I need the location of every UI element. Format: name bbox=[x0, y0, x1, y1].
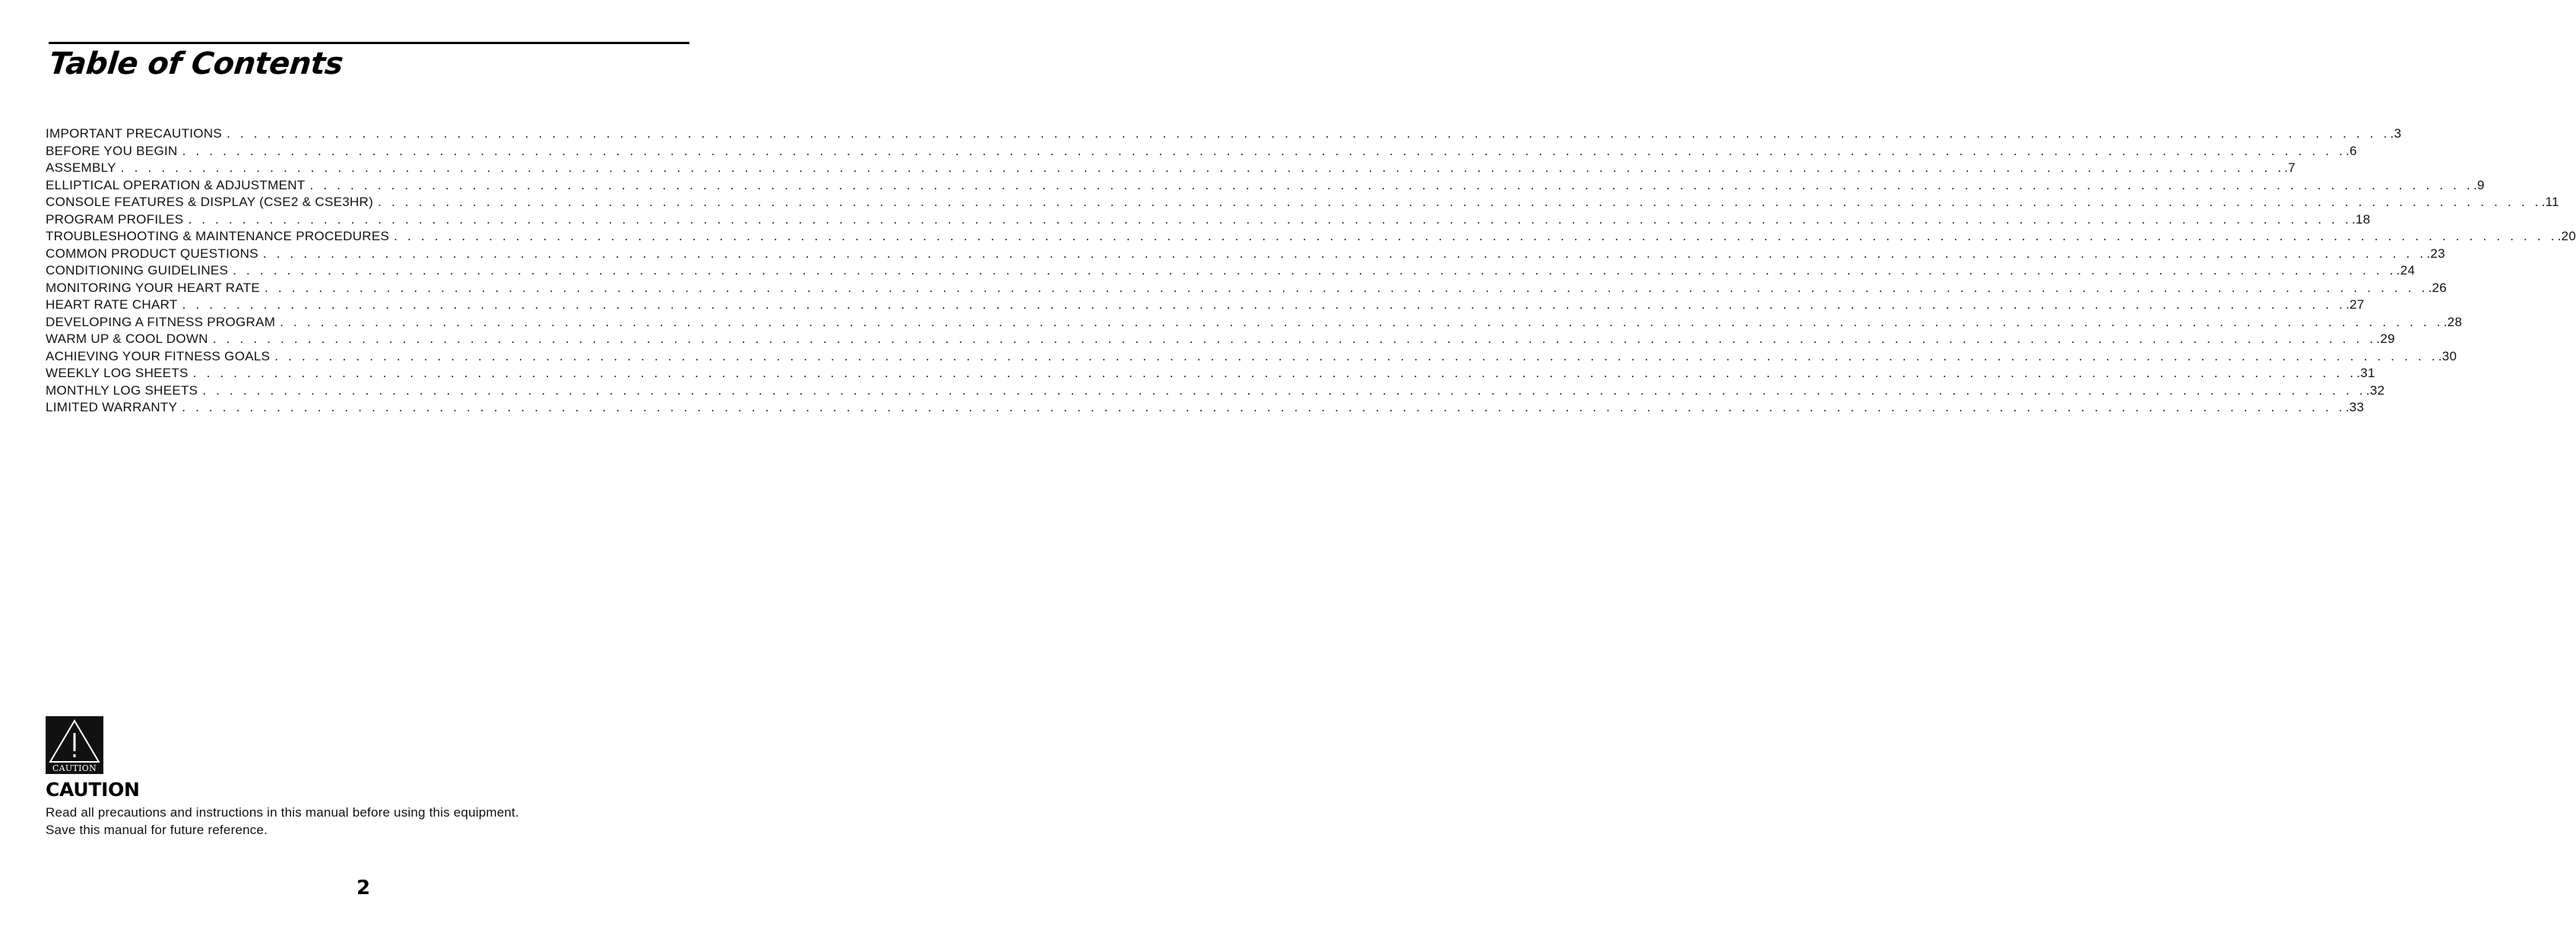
toc-entry-page: .32 bbox=[2365, 382, 2385, 398]
toc-entry-page: .11 bbox=[2541, 195, 2559, 209]
toc-entry-label: ASSEMBLY bbox=[46, 160, 116, 175]
toc-entry-label: MONTHLY LOG SHEETS bbox=[46, 382, 198, 398]
toc-entry-page: .7 bbox=[2284, 160, 2296, 175]
toc-entry bbox=[46, 262, 2416, 280]
toc-entry bbox=[46, 331, 2395, 348]
toc-dot-leader: . . . . . . . . . . . . . . . . . . . . . . . . . . . . . . . . . . . . . . . . . . . . . . . . . . . . . . . . . . . . . . . . . . . . . . . . . . . . . . . . . . . . . . . . . . . . . . . . . . . . . . . . . . . . . . . . . . . . . . . . . . . . . . . . . . . . . . . . . . . . . . . . . . . . . . . . . . . . . . . . bbox=[212, 332, 2377, 346]
toc-entry-page: .23 bbox=[2426, 246, 2445, 261]
toc-entry-page: .6 bbox=[2346, 143, 2357, 158]
caution-line: Save this manual for future reference. bbox=[46, 822, 268, 837]
toc-entry-label: CONSOLE FEATURES & DISPLAY (CSE2 & CSE3HR) bbox=[46, 195, 374, 209]
toc-dot-leader: . . . . . . . . . . . . . . . . . . . . . . . . . . . . . . . . . . . . . . . . . . . . . . . . . . . . . . . . . . . . . . . . . . . . . . . . . . . . . . . . . . . . . . . . . . . . . . . . . . . . . . . . . . . . . . . . . . . . . . . . . . . . . . . . . . . . . . . . . . . . . . . . . . . . . . . . . . . . . . . . bbox=[265, 280, 2429, 295]
toc-entry-page: .18 bbox=[2351, 211, 2371, 227]
toc-dot-leader: . . . . . . . . . . . . . . . . . . . . . . . . . . . . . . . . . . . . . . . . . . . . . . . . . . . . . . . . . . . . . . . . . . . . . . . . . . . . . . . . . . . . . . . . . . . . . . . . . . . . . . . . . . . . . . . . . . . . . . . . . . . . . . . . . . . . . . . . . . . . . . . . . . . . . . . . . . . . . . . . bbox=[188, 211, 2352, 227]
toc-dot-leader: . . . . . . . . . . . . . . . . . . . . . . . . . . . . . . . . . . . . . . . . . . . . . . . . . . . . . . . . . . . . . . . . . . . . . . . . . . . . . . . . . . . . . . . . . . . . . . . . . . . . . . . . . . . . . . . . . . . . . . . . . . . . . . . . . . . . . . . . . . . . . . . . . . . . . . . . . . . . . . . . bbox=[280, 314, 2444, 329]
toc-entry-page: .30 bbox=[2438, 348, 2457, 363]
caution-text bbox=[46, 804, 519, 839]
toc-entry bbox=[46, 246, 2445, 263]
toc-entry bbox=[46, 314, 2463, 332]
toc-entry-label: CONDITIONING GUIDELINES bbox=[46, 263, 229, 278]
page-title: Table of Contents bbox=[47, 46, 345, 81]
caution-badge bbox=[46, 716, 103, 774]
toc-entry-label: HEART RATE CHART bbox=[46, 297, 178, 312]
toc-entry bbox=[46, 211, 2371, 229]
toc-dot-leader: . . . . . . . . . . . . . . . . . . . . . . . . . . . . . . . . . . . . . . . . . . . . . . . . . . . . . . . . . . . . . . . . . . . . . . . . . . . . . . . . . . . . . . . . . . . . . . . . . . . . . . . . . . . . . . . . . . . . . . . . . . . . . . . . . . . . . . . . . . . . . . . . . . . . . . . . . . . . . . . . bbox=[202, 382, 2366, 398]
toc-dot-leader: . . . . . . . . . . . . . . . . . . . . . . . . . . . . . . . . . . . . . . . . . . . . . . . . . . . . . . . . . . . . . . . . . . . . . . . . . . . . . . . . . . . . . . . . . . . . . . . . . . . . . . . . . . . . . . . . . . . . . . . . . . . . . . . . . . . . . . . . . . . . . . . . . . . . . . . . . . . . . . . . bbox=[394, 229, 2558, 243]
toc-entry-page: .26 bbox=[2428, 280, 2448, 295]
toc-entry-page: .27 bbox=[2346, 297, 2365, 312]
toc-entry-label: TROUBLESHOOTING & MAINTENANCE PROCEDURES bbox=[46, 229, 390, 243]
toc-dot-leader: . . . . . . . . . . . . . . . . . . . . . . . . . . . . . . . . . . . . . . . . . . . . . . . . . . . . . . . . . . . . . . . . . . . . . . . . . . . . . . . . . . . . . . . . . . . . . . . . . . . . . . . . . . . . . . . . . . . . . . . . . . . . . . . . . . . . . . . . . . . . . . . . . . . . . . . . . . . . . . . . bbox=[182, 143, 2346, 158]
toc-entry-label: DEVELOPING A FITNESS PROGRAM bbox=[46, 314, 276, 329]
toc-entry-page: .29 bbox=[2376, 332, 2395, 346]
toc-dot-leader: . . . . . . . . . . . . . . . . . . . . . . . . . . . . . . . . . . . . . . . . . . . . . . . . . . . . . . . . . . . . . . . . . . . . . . . . . . . . . . . . . . . . . . . . . . . . . . . . . . . . . . . . . . . . . . . . . . . . . . . . . . . . . . . . . . . . . . . . . . . . . . . . . . . . . . . . . . . . . . . . bbox=[262, 246, 2427, 261]
toc-entry bbox=[46, 297, 2365, 314]
toc-entry-page: .20 bbox=[2557, 229, 2576, 243]
toc-entry-label: MONITORING YOUR HEART RATE bbox=[46, 280, 261, 295]
caution-line: Read all precautions and instructions in this manual before using this equipment. bbox=[46, 805, 519, 820]
toc-entry-label: ACHIEVING YOUR FITNESS GOALS bbox=[46, 348, 271, 363]
toc-dot-leader: . . . . . . . . . . . . . . . . . . . . . . . . . . . . . . . . . . . . . . . . . . . . . . . . . . . . . . . . . . . . . . . . . . . . . . . . . . . . . . . . . . . . . . . . . . . . . . . . . . . . . . . . . . . . . . . . . . . . . . . . . . . . . . . . . . . . . . . . . . . . . . . . . . . . . . . . . . . . . . . . bbox=[274, 348, 2438, 363]
caution-badge-label: CAUTION bbox=[52, 763, 97, 773]
toc-entry bbox=[46, 382, 2385, 400]
toc-entry-label: COMMON PRODUCT QUESTIONS bbox=[46, 246, 258, 261]
toc-dot-leader: . . . . . . . . . . . . . . . . . . . . . . . . . . . . . . . . . . . . . . . . . . . . . . . . . . . . . . . . . . . . . . . . . . . . . . . . . . . . . . . . . . . . . . . . . . . . . . . . . . . . . . . . . . . . . . . . . . . . . . . . . . . . . . . . . . . . . . . . . . . . . . . . . . . . . . . . . . . . . . . . bbox=[182, 297, 2346, 312]
toc-dot-leader: . . . . . . . . . . . . . . . . . . . . . . . . . . . . . . . . . . . . . . . . . . . . . . . . . . . . . . . . . . . . . . . . . . . . . . . . . . . . . . . . . . . . . . . . . . . . . . . . . . . . . . . . . . . . . . . . . . . . . . . . . . . . . . . . . . . . . . . . . . . . . . . . . . . . . . . . . . . . . . . . bbox=[120, 160, 2285, 175]
toc-entry-label: PROGRAM PROFILES bbox=[46, 211, 184, 227]
toc-entry-label: ELLIPTICAL OPERATION & ADJUSTMENT bbox=[46, 177, 306, 192]
toc-entry bbox=[46, 365, 2375, 382]
toc-entry-label: WEEKLY LOG SHEETS bbox=[46, 366, 189, 380]
toc-entry bbox=[46, 348, 2457, 366]
toc-entry-page: .31 bbox=[2356, 366, 2375, 380]
toc-dot-leader: . . . . . . . . . . . . . . . . . . . . . . . . . . . . . . . . . . . . . . . . . . . . . . . . . . . . . . . . . . . . . . . . . . . . . . . . . . . . . . . . . . . . . . . . . . . . . . . . . . . . . . . . . . . . . . . . . . . . . . . . . . . . . . . . . . . . . . . . . . . . . . . . . . . . . . . . . . . . . . . . bbox=[309, 177, 2473, 192]
toc-dot-leader: . . . . . . . . . . . . . . . . . . . . . . . . . . . . . . . . . . . . . . . . . . . . . . . . . . . . . . . . . . . . . . . . . . . . . . . . . . . . . . . . . . . . . . . . . . . . . . . . . . . . . . . . . . . . . . . . . . . . . . . . . . . . . . . . . . . . . . . . . . . . . . . . . . . . . . . . . . . . . . . . bbox=[182, 400, 2346, 414]
toc-dot-leader: . . . . . . . . . . . . . . . . . . . . . . . . . . . . . . . . . . . . . . . . . . . . . . . . . . . . . . . . . . . . . . . . . . . . . . . . . . . . . . . . . . . . . . . . . . . . . . . . . . . . . . . . . . . . . . . . . . . . . . . . . . . . . . . . . . . . . . . . . . . . . . . . . . . . . . . . . . . . . . . . bbox=[192, 366, 2357, 380]
toc-entry bbox=[46, 228, 2576, 246]
toc-entry-label: WARM UP & COOL DOWN bbox=[46, 332, 208, 346]
toc-entry-page: .24 bbox=[2396, 263, 2416, 278]
table-of-contents bbox=[46, 125, 2576, 417]
toc-entry-label: IMPORTANT PRECAUTIONS bbox=[46, 126, 223, 141]
toc-entry-label: BEFORE YOU BEGIN bbox=[46, 143, 178, 158]
toc-entry-label: LIMITED WARRANTY bbox=[46, 400, 178, 414]
toc-entry bbox=[46, 143, 2357, 160]
toc-entry bbox=[46, 125, 2402, 143]
page-number: 2 bbox=[356, 877, 371, 899]
toc-entry bbox=[46, 280, 2448, 297]
toc-dot-leader: . . . . . . . . . . . . . . . . . . . . . . . . . . . . . . . . . . . . . . . . . . . . . . . . . . . . . . . . . . . . . . . . . . . . . . . . . . . . . . . . . . . . . . . . . . . . . . . . . . . . . . . . . . . . . . . . . . . . . . . . . . . . . . . . . . . . . . . . . . . . . . . . . . . . . . . . . . . . . . . . bbox=[378, 195, 2542, 209]
toc-dot-leader: . . . . . . . . . . . . . . . . . . . . . . . . . . . . . . . . . . . . . . . . . . . . . . . . . . . . . . . . . . . . . . . . . . . . . . . . . . . . . . . . . . . . . . . . . . . . . . . . . . . . . . . . . . . . . . . . . . . . . . . . . . . . . . . . . . . . . . . . . . . . . . . . . . . . . . . . . . . . . . . . bbox=[227, 126, 2391, 141]
caution-heading: CAUTION bbox=[46, 779, 140, 801]
toc-entry bbox=[46, 194, 2559, 211]
toc-entry-page: .3 bbox=[2390, 126, 2402, 141]
toc-entry bbox=[46, 399, 2365, 417]
toc-entry-page: .33 bbox=[2345, 400, 2365, 414]
toc-entry bbox=[46, 160, 2296, 177]
toc-dot-leader: . . . . . . . . . . . . . . . . . . . . . . . . . . . . . . . . . . . . . . . . . . . . . . . . . . . . . . . . . . . . . . . . . . . . . . . . . . . . . . . . . . . . . . . . . . . . . . . . . . . . . . . . . . . . . . . . . . . . . . . . . . . . . . . . . . . . . . . . . . . . . . . . . . . . . . . . . . . . . . . . bbox=[233, 263, 2397, 278]
toc-entry bbox=[46, 177, 2485, 195]
toc-entry-page: .28 bbox=[2443, 314, 2463, 329]
toc-entry-page: .9 bbox=[2473, 177, 2485, 192]
